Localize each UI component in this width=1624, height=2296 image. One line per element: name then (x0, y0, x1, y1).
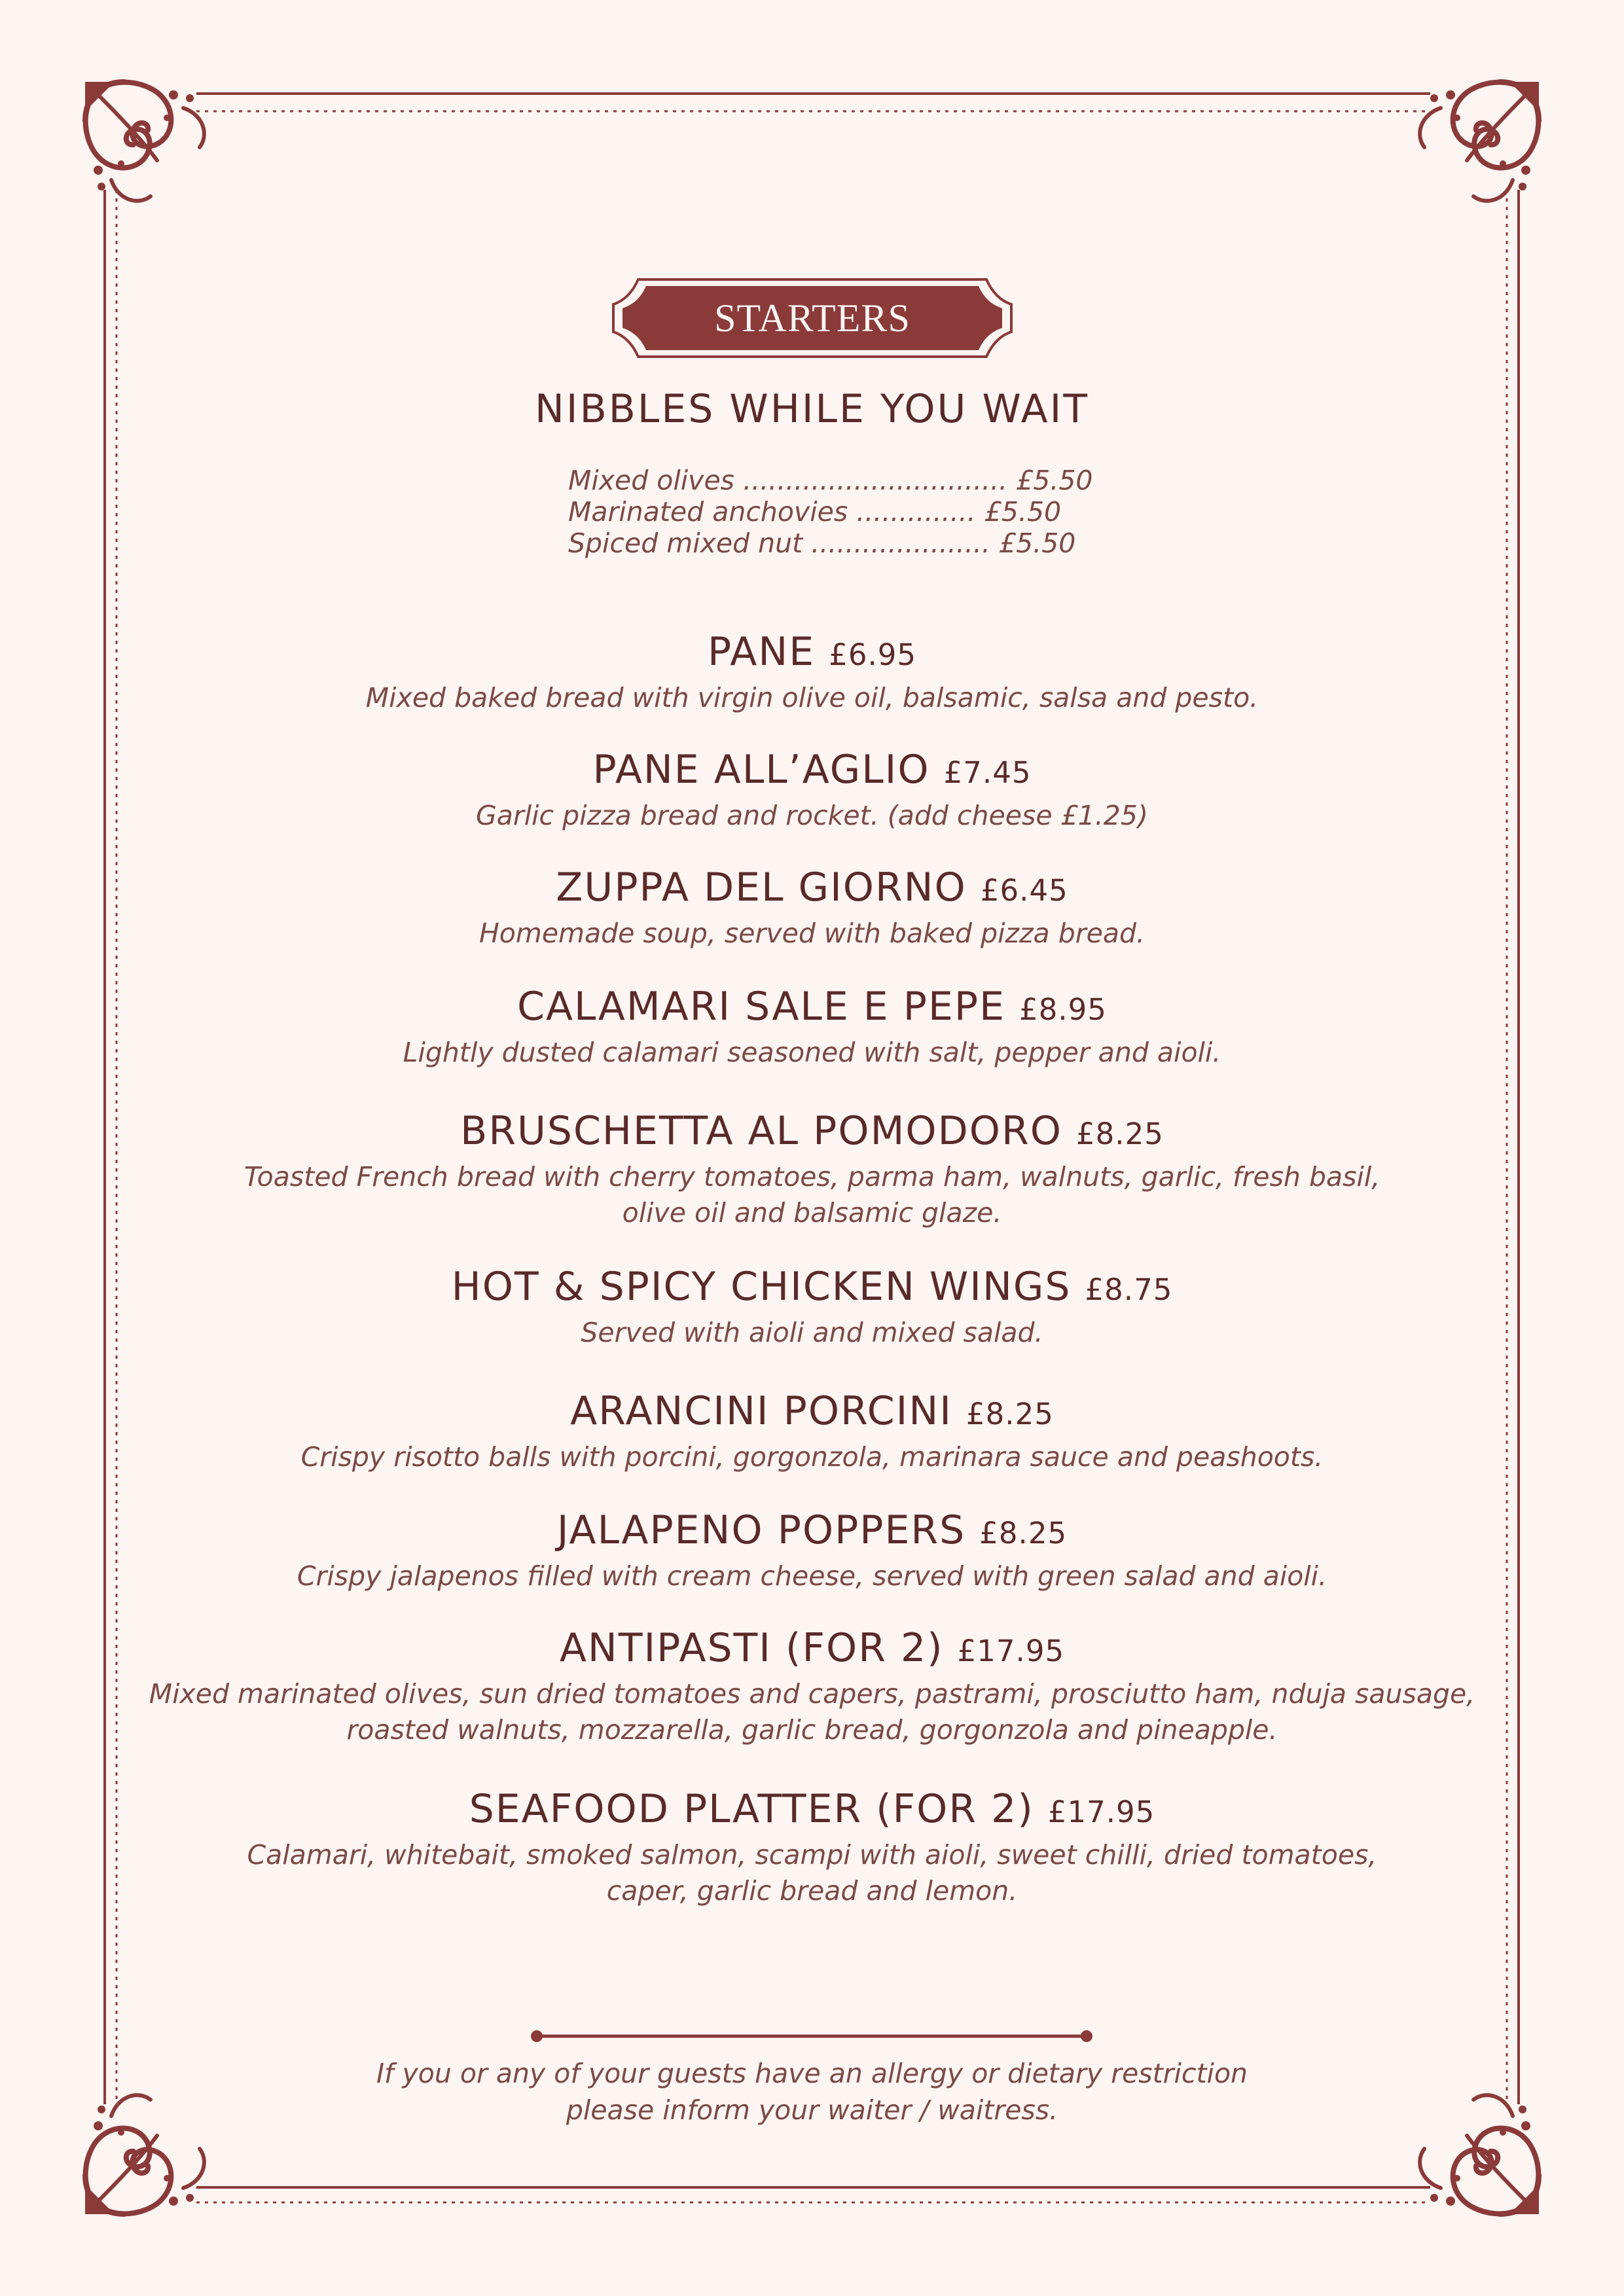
nibble-leader: ..................... (803, 528, 990, 559)
dish-name: JALAPENO POPPERS (556, 1507, 966, 1553)
dish-price: £17.95 (1047, 1795, 1155, 1829)
dish-description: Mixed marinated olives, sun dried tomatoes and capers, pastrami, prosciutto ham, nduja sausage, (149, 1678, 1475, 1710)
menu-item (0, 1262, 1624, 1351)
dish-name: PANE (707, 629, 816, 675)
dish-description: Mixed baked bread with virgin olive oil, balsamic, salsa and pesto. (365, 682, 1259, 713)
dish-description: caper, garlic bread and lemon. (606, 1875, 1018, 1907)
dish-description: Toasted French bread with cherry tomatoes, parma ham, walnuts, garlic, fresh basil, (244, 1161, 1380, 1193)
dish-description: olive oil and balsamic glaze. (622, 1197, 1002, 1229)
dish-price: £8.25 (966, 1397, 1054, 1431)
dish-title (0, 1623, 1624, 1676)
dish-description: Lightly dusted calamari seasoned with salt, pepper and aioli. (403, 1037, 1221, 1068)
dish-description: Crispy jalapenos filled with cream cheese, served with green salad and aioli. (297, 1560, 1327, 1592)
nibble-name: Marinated anchovies (568, 496, 848, 528)
menu-item (0, 1623, 1624, 1748)
dish-name: SEAFOOD PLATTER (FOR 2) (469, 1786, 1034, 1832)
dish-price: £17.95 (957, 1634, 1065, 1668)
dish-price: £8.25 (1076, 1117, 1164, 1151)
nibbles-list (568, 465, 1093, 559)
dish-title (0, 1784, 1624, 1837)
dish-description: Crispy risotto balls with porcini, gorgonzola, marinara sauce and peashoots. (300, 1441, 1324, 1473)
dish-price: £8.25 (979, 1516, 1068, 1551)
dish-name: HOT & SPICY CHICKEN WINGS (451, 1264, 1072, 1310)
dish-title (0, 745, 1624, 798)
nibble-name: Mixed olives (568, 465, 735, 496)
dish-name: PANE ALL’AGLIO (592, 747, 930, 793)
menu-item (0, 1386, 1624, 1475)
dish-name: BRUSCHETTA AL POMODORO (460, 1108, 1062, 1154)
dish-title (0, 1106, 1624, 1159)
menu-item (0, 982, 1624, 1071)
section-title: STARTERS (714, 296, 911, 340)
allergy-note (0, 2055, 1624, 2128)
dish-title (0, 863, 1624, 916)
dish-description: roasted walnuts, mozzarella, garlic bread, gorgonzola and pineapple. (346, 1714, 1278, 1746)
dish-title (0, 982, 1624, 1035)
nibble-price: £5.50 (998, 528, 1076, 559)
dish-description: Homemade soup, served with baked pizza bread. (478, 918, 1146, 949)
dish-description: Calamari, whitebait, smoked salmon, scampi with aioli, sweet chilli, dried tomatoes, (247, 1839, 1377, 1871)
dish-description: Garlic pizza bread and rocket. (add cheese £1.25) (476, 800, 1148, 831)
dish-price: £6.45 (980, 873, 1068, 908)
menu-item (0, 745, 1624, 834)
dish-title (0, 1262, 1624, 1315)
nibble-leader: .............. (848, 496, 976, 528)
dish-title (0, 627, 1624, 680)
dish-price: £8.95 (1019, 992, 1107, 1027)
nibble-item (568, 528, 1076, 559)
nibbles-heading: NIBBLES WHILE YOU WAIT (535, 386, 1089, 432)
nibble-item (568, 496, 1066, 528)
nibble-name: Spiced mixed nut (568, 528, 803, 559)
dish-name: CALAMARI SALE E PEPE (517, 984, 1005, 1030)
dish-title (0, 1386, 1624, 1439)
dish-title (0, 1505, 1624, 1558)
dish-price: £6.95 (829, 637, 917, 672)
nibble-price: £5.50 (1016, 465, 1093, 496)
nibble-price: £5.50 (984, 496, 1062, 528)
section-banner (612, 278, 1013, 358)
dish-name: ZUPPA DEL GIORNO (556, 865, 967, 910)
dish-price: £8.75 (1085, 1272, 1173, 1307)
dish-price: £7.45 (943, 755, 1032, 790)
menu-item (0, 627, 1624, 716)
allergy-note-line: please inform your waiter / waitress. (566, 2094, 1058, 2126)
menu-item (0, 1106, 1624, 1231)
nibble-leader: ............................... (734, 465, 1008, 496)
dish-description: Served with aioli and mixed salad. (581, 1317, 1043, 1348)
nibble-item (568, 465, 1093, 496)
allergy-note-line: If you or any of your guests have an allergy or dietary restriction (376, 2058, 1248, 2089)
dish-name: ANTIPASTI (FOR 2) (559, 1625, 944, 1671)
menu-item (0, 863, 1624, 952)
menu-item (0, 1784, 1624, 1909)
menu-item (0, 1505, 1624, 1594)
dish-name: ARANCINI PORCINI (570, 1388, 952, 1434)
